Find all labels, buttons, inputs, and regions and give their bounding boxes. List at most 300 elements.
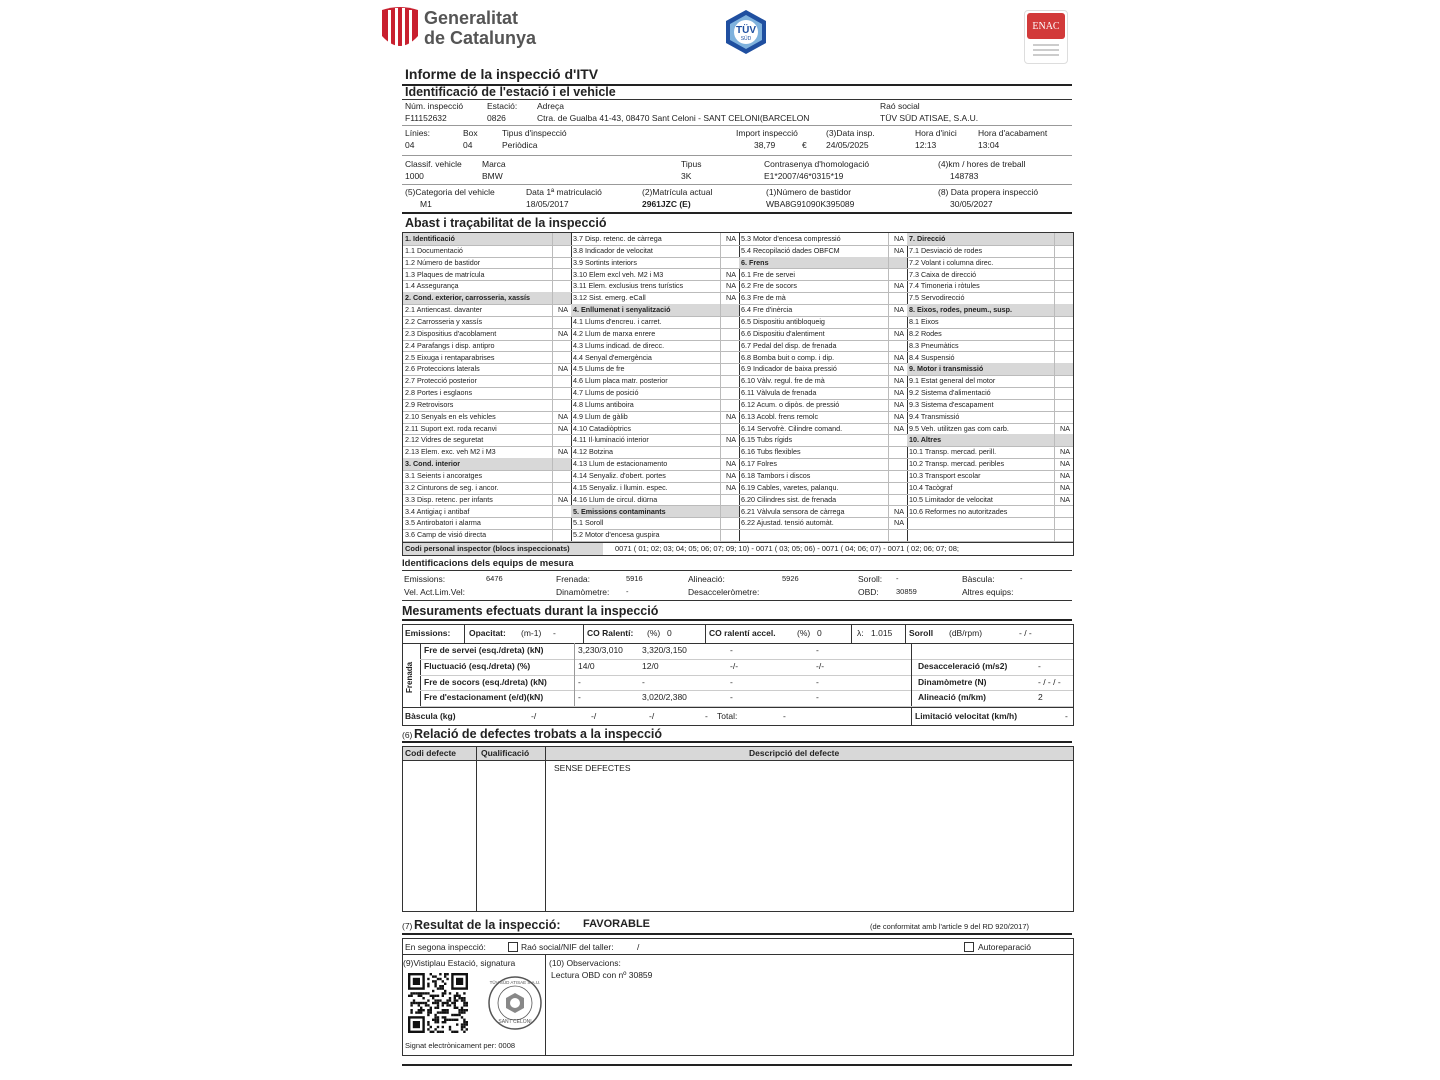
abast-item-label: 6.14 Servofrè. Cilindre comand.: [741, 423, 843, 433]
co-ralenti-unit: (%): [647, 628, 661, 638]
soroll-value: - / -: [1019, 628, 1032, 638]
abast-item-na: NA: [1060, 423, 1070, 433]
abast-item-label: 9.1 Estat general del motor: [909, 376, 996, 386]
meas-v4: -: [816, 645, 819, 655]
meas-row: [420, 643, 1073, 660]
emissions-row: [403, 625, 1073, 644]
abast-item-label: 7.3 Caixa de direcció: [909, 269, 977, 279]
abast-item-label: 7.2 Volant i columna direc.: [909, 257, 994, 267]
km: 148783: [950, 171, 979, 181]
abast-item-label: 6.9 Indicador de baixa pressió: [741, 364, 837, 374]
meas-r-val: - / - / -: [1038, 676, 1061, 687]
abast-item-na: NA: [558, 411, 568, 421]
abast-item-label: 10.2 Transp. mercad. peribles: [909, 459, 1005, 469]
num-inspeccio: F11152632: [405, 113, 447, 123]
abast-item-label: 9.3 Sistema d'escapament: [909, 399, 994, 409]
abast-item-label: 3.5 Antirobatori i alarma: [405, 518, 481, 528]
bascula-v2: -/: [591, 711, 597, 721]
box: 04: [463, 140, 473, 150]
abast-item-label: 6.13 Acobl. frens remolc: [741, 411, 819, 421]
abast-item-label: 2.11 Suport ext. roda recanvi: [405, 423, 497, 433]
abast-item-label: 6. Frens: [741, 257, 769, 267]
abast-item-label: 2.9 Retrovisors: [405, 399, 454, 409]
meas-row: [420, 659, 1073, 676]
itv-report-sheet: [380, 0, 1080, 1080]
abast-item-label: 3.9 Sortints interiors: [573, 257, 637, 267]
abast-column: [403, 233, 572, 542]
categoria-label: (5)Categoria del vehicle: [405, 187, 495, 197]
meas-emissions-label: Emissions:: [405, 628, 451, 638]
abast-item-label: 6.6 Dispositiu d'alentiment: [741, 328, 825, 338]
abast-item-label: 2.5 Eixuga i rentaparabrises: [405, 352, 495, 362]
meas-v4: -: [816, 676, 819, 687]
abast-item-label: 6.4 Fre d'inèrcia: [741, 305, 793, 315]
abast-item-label: 2.3 Dispositius d'acoblament: [405, 328, 497, 338]
abast-item-label: 10.6 Reformes no autoritzades: [909, 506, 1008, 516]
abast-item-label: 7. Direcció: [909, 234, 946, 243]
stamp-top-text: TÜV SÜD ATISAE S.A.U.: [489, 980, 541, 985]
abast-item-na: NA: [558, 364, 568, 374]
abast-column: [571, 233, 740, 542]
abast-item-label: 4.3 Llums indicad. de direcc.: [573, 340, 665, 350]
linies-label: Línies:: [405, 128, 431, 138]
marca-label: Marca: [482, 159, 506, 169]
abast-item-na: NA: [558, 447, 568, 457]
meas-r-label: Alineació (m/km): [918, 692, 987, 703]
abast-item-na: NA: [558, 494, 568, 504]
abast-item-na: NA: [894, 245, 904, 255]
abast-item-label: 4.12 Botzina: [573, 447, 613, 457]
abast-item-na: NA: [558, 328, 568, 338]
meas-label: Fre de servei (esq./dreta) (kN): [424, 645, 544, 655]
equips-title: Identificacions dels equips de mesura: [402, 558, 574, 569]
abast-item-label: 4.5 Llums de fre: [573, 364, 625, 374]
segona-label: En segona inspecció:: [405, 942, 486, 952]
meas-v1: -: [578, 676, 581, 687]
tipus-insp-label: Tipus d'inspecció: [502, 128, 567, 138]
abast-item-label: 7.4 Timoneria i ròtules: [909, 281, 980, 291]
rao: TÜV SÜD ATISAE, S.A.U.: [880, 113, 979, 123]
tipus-label: Tipus: [681, 159, 702, 169]
defectes-col1: Codi defecte: [405, 748, 457, 758]
abast-item-na: NA: [894, 305, 904, 315]
abast-item-na: NA: [726, 281, 736, 291]
abast-column: [907, 233, 1073, 542]
abast-item-label: 6.16 Tubs flexibles: [741, 447, 801, 457]
meas-v2: 3,020/2,380: [642, 692, 687, 703]
abast-item-label: 1.1 Documentació: [405, 245, 463, 255]
equip-soroll: -: [896, 574, 899, 583]
equip-dinamometre-label: Dinamòmetre:: [556, 587, 610, 597]
abast-item-label: 3.4 Antigiaç i antibaf: [405, 506, 470, 516]
abast-table: [402, 232, 1074, 556]
abast-item-label: 5.4 Recopilació dades OBFCM: [741, 245, 840, 255]
report-title: Informe de la inspecció d'ITV: [405, 66, 599, 82]
meas-v4: -: [816, 692, 819, 703]
meas-v1: 14/0: [578, 660, 595, 671]
meas-label: Fluctuació (esq./dreta) (%): [424, 660, 531, 671]
contrasenya-label: Contrasenya d'homologació: [764, 159, 870, 169]
meas-label: Fre de socors (esq./dreta) (kN): [424, 676, 547, 687]
resultat-label: Resultat de la inspecció:: [414, 918, 561, 932]
currency: €: [802, 140, 807, 150]
generalitat-emblem-icon: [380, 6, 420, 52]
meas-label: Fre d'estacionament (e/d)(kN): [424, 692, 544, 703]
equip-frenada-label: Frenada:: [556, 574, 591, 584]
abast-item-label: 6.15 Tubs rígids: [741, 435, 793, 445]
matricula: 2961JZC (E): [642, 199, 691, 209]
bascula-v1: -/: [531, 711, 537, 721]
marca: BMW: [482, 171, 503, 181]
categoria: M1: [420, 199, 432, 209]
soroll-label: Soroll: [909, 628, 934, 638]
abast-item-label: 4.8 Llums antiboira: [573, 399, 634, 409]
abast-item-label: 9.2 Sistema d'alimentació: [909, 388, 991, 398]
equip-bascula-label: Bàscula:: [962, 574, 995, 584]
total-value: -: [783, 711, 786, 721]
abast-item-label: 2.13 Elem. exc. veh M2 i M3: [405, 447, 496, 457]
abast-item-label: 2.6 Proteccions laterals: [405, 364, 480, 374]
abast-item-label: 4.11 Il·luminació interior: [573, 435, 649, 445]
bastidor: WBA8G91090K395089: [766, 199, 855, 209]
codi-personal-row: [403, 542, 1073, 555]
id-section-title: Identificació de l'estació i el vehicle: [405, 85, 616, 99]
abast-item-label: 6.19 Cables, varetes, palanqu.: [741, 482, 839, 492]
co-accel-unit: (%): [797, 628, 811, 638]
tipus-insp: Periòdica: [502, 140, 538, 150]
meas-v3: -: [730, 692, 733, 703]
abast-item-label: 10.1 Transp. mercad. perill.: [909, 447, 997, 457]
codi-personal-label: Codi personal inspector (blocs inspeccionats): [403, 543, 603, 555]
propera: 30/05/2027: [950, 199, 993, 209]
opacitat-label: Opacitat:: [469, 628, 506, 638]
generalitat-line1: Generalitat: [424, 8, 519, 28]
abast-item-label: 2.10 Senyals en els vehicles: [405, 411, 496, 421]
abast-item-label: 2.1 Antiencast. davanter: [405, 305, 483, 315]
meas-v3: -: [730, 645, 733, 655]
tuv-sub: SÜD: [740, 36, 752, 42]
abast-item-label: 8.1 Eixos: [909, 316, 939, 326]
abast-item-label: 10.4 Tacògraf: [909, 482, 953, 492]
mesuraments-title: Mesuraments efectuats durant la inspecció: [402, 604, 659, 618]
defectes-num: (6): [402, 730, 413, 740]
abast-column: [739, 233, 908, 542]
abast-item-label: 4.6 Llum placa matr. posterior: [573, 376, 668, 386]
equip-obd-label: OBD:: [858, 587, 879, 597]
co-accel-label: CO ralentí accel.: [709, 628, 776, 638]
abast-item-label: 3.11 Elem. exclusius trens turístics: [573, 281, 684, 291]
abast-item-label: 6.12 Acum. o dipòs. de pressió: [741, 399, 840, 409]
hora-acab-label: Hora d'acabament: [978, 128, 1048, 138]
abast-item-na: NA: [894, 399, 904, 409]
defectes-col3: Descripció del defecte: [749, 748, 840, 758]
rao-taller-value: /: [637, 942, 640, 952]
abast-item-label: 4.16 Llum de circul. diürna: [573, 494, 658, 504]
abast-item-na: NA: [726, 234, 736, 243]
resultat-value: FAVORABLE: [583, 918, 651, 930]
codi-personal: 0071 ( 01; 02; 03; 04; 05; 06; 07; 09; 10) - 0071 ( 03; 05; 06) - 0071 ( 04; 06; 07) - 0071 ( 02; 06; 07; 08;: [615, 544, 959, 553]
abast-item-label: 7.5 Servodirecció: [909, 293, 965, 303]
rao-label: Raó social: [880, 101, 920, 111]
abast-item-label: 2.7 Protecció posterior: [405, 376, 477, 386]
abast-item-label: 3.12 Sist. emerg. eCall: [573, 293, 646, 303]
abast-item-label: 4.7 Llums de posició: [573, 388, 639, 398]
abast-item-na: NA: [1060, 459, 1070, 469]
meas-v2: -: [642, 676, 645, 687]
abast-item: [739, 529, 907, 542]
abast-item-label: 3.1 Seients i ancoratges: [405, 471, 483, 480]
abast-item-na: NA: [894, 328, 904, 338]
abast-item-label: 9. Motor i transmissió: [909, 364, 984, 374]
abast-item-na: NA: [894, 506, 904, 516]
limitacio-value: -: [1065, 711, 1068, 721]
bastidor-label: (1)Número de bastidor: [766, 187, 852, 197]
abast-item-label: 1.3 Plaques de matrícula: [405, 269, 485, 279]
soroll-unit: (dB/rpm): [949, 628, 983, 638]
data-matric: 18/05/2017: [526, 199, 569, 209]
meas-row: [420, 675, 1073, 692]
abast-item-na: NA: [894, 234, 904, 243]
meas-v1: 3,230/3,010: [578, 645, 623, 655]
abast-item-label: 8.4 Suspensió: [909, 352, 955, 362]
abast-item-label: 3. Cond. interior: [405, 459, 461, 469]
abast-item-na: NA: [894, 388, 904, 398]
abast-item-na: NA: [726, 482, 736, 492]
abast-title: Abast i traçabilitat de la inspecció: [405, 216, 607, 230]
abast-item-na: NA: [894, 352, 904, 362]
resultat-box: [402, 938, 1074, 1056]
rao-taller-label: Raó social/NIF del taller:: [521, 942, 614, 952]
abast-item-label: 4.4 Senyal d'emergència: [573, 352, 652, 362]
abast-item-label: 2.4 Parafangs i disp. antipro: [405, 340, 495, 350]
abast-item-label: 5. Emissions contaminants: [573, 506, 666, 516]
co-ralenti-label: CO Ralentí:: [587, 628, 634, 638]
meas-v4: -/-: [816, 660, 825, 671]
generalitat-logo: [380, 6, 550, 54]
abast-item-label: 8.3 Pneumàtics: [909, 340, 959, 350]
propera-label: (8) Data propera inspecció: [938, 187, 1039, 197]
abast-item-label: 1.2 Número de bastidor: [405, 257, 481, 267]
abast-item-label: 5.1 Soroll: [573, 518, 604, 528]
data-insp: 24/05/2025: [826, 140, 869, 150]
lambda-value: 1.015: [871, 628, 893, 638]
abast-item-label: 6.10 Vàlv. regul. fre de mà: [741, 376, 825, 386]
meas-v3: -/-: [730, 660, 739, 671]
abast-item-label: 6.5 Dispositiu antibloqueig: [741, 316, 825, 326]
meas-v3: -: [730, 676, 733, 687]
abast-item-label: 5.3 Motor d'encesa compressió: [741, 234, 841, 243]
stamp-bottom-text: SANT CELONI: [498, 1019, 532, 1025]
box-label: Box: [463, 128, 478, 138]
abast-item-na: NA: [1060, 447, 1070, 457]
bascula-v3: -/: [649, 711, 655, 721]
abast-item-na: NA: [894, 281, 904, 291]
abast-item-na: NA: [558, 423, 568, 433]
qr-code-icon: [408, 973, 468, 1033]
matricula-label: (2)Matrícula actual: [642, 187, 713, 197]
equip-bascula: -: [1020, 574, 1023, 583]
abast-item-label: 7.1 Desviació de rodes: [909, 245, 983, 255]
abast-item-label: 2. Cond. exterior, carrosseria, xassís: [405, 293, 531, 303]
abast-item-label: 10.5 Limitador de velocitat: [909, 494, 993, 504]
equip-dinamometre: -: [626, 587, 629, 596]
abast-item-na: NA: [894, 364, 904, 374]
data-matric-label: Data 1ª matriculació: [526, 187, 602, 197]
hora-inici-label: Hora d'inici: [915, 128, 957, 138]
abast-item-na: NA: [894, 411, 904, 421]
opacitat-unit: (m-1): [521, 628, 542, 638]
abast-item-label: 2.8 Portes i esglaons: [405, 388, 473, 398]
classif-label: Classif. vehicle: [405, 159, 462, 169]
abast-item-label: 1.4 Assegurança: [405, 281, 459, 291]
equip-obd: 30859: [896, 587, 917, 596]
hora-inici: 12:13: [915, 140, 937, 150]
abast-item-na: NA: [894, 376, 904, 386]
abast-item-label: 4. Enllumenat i senyalització: [573, 305, 671, 315]
hora-acab: 13:04: [978, 140, 1000, 150]
autoreparacio-label: Autoreparació: [978, 942, 1031, 952]
limitacio-label: Limitació velocitat (km/h): [915, 711, 1018, 721]
abast-item-label: 4.14 Senyaliz. d'obert. portes: [573, 471, 666, 480]
observ-value: Lectura OBD con nº 30859: [551, 970, 653, 980]
meas-rows: [420, 643, 1073, 706]
abast-item-na: NA: [726, 269, 736, 279]
observ-label: (10) Observacions:: [549, 958, 621, 968]
abast-item-label: 2.2 Carrosseria y xassís: [405, 316, 483, 326]
tuv-label: TÜV: [736, 25, 756, 36]
abast-item-label: 2.12 Vidres de seguretat: [405, 435, 484, 445]
enac-label: ENAC: [1032, 21, 1060, 32]
autoreparacio-checkbox[interactable]: [964, 942, 974, 952]
abast-item-label: 4.2 Llum de marxa enrere: [573, 328, 656, 338]
linies: 04: [405, 140, 415, 150]
abast-item-na: NA: [726, 471, 736, 480]
enac-logo: [1024, 10, 1068, 64]
abast-item-label: 6.1 Fre de servei: [741, 269, 795, 279]
classif: 1000: [405, 171, 424, 181]
adreca: Ctra. de Gualba 41-43, 08470 Sant Celoni - SANT CELONI(BARCELON: [537, 113, 810, 123]
estacio-label: Estació:: [487, 101, 518, 111]
adreca-label: Adreça: [537, 101, 564, 111]
abast-item-label: 3.3 Disp. retenc. per infants: [405, 494, 493, 504]
equip-alineacio-label: Alineació:: [688, 574, 725, 584]
abast-item-na: NA: [726, 435, 736, 445]
tuv-logo: [722, 8, 770, 56]
mesuraments-box: [402, 624, 1074, 726]
abast-grid: [403, 233, 1073, 543]
defectes-desc: SENSE DEFECTES: [554, 763, 631, 773]
abast-item-label: 10.3 Transport escolar: [909, 471, 981, 480]
abast-item-label: 6.22 Ajustad. tensió automàt.: [741, 518, 834, 528]
abast-item-label: 6.17 Folres: [741, 459, 777, 469]
abast-item: [571, 529, 739, 542]
equip-emissions: 6476: [486, 574, 503, 583]
abast-item-label: 3.8 Indicador de velocitat: [573, 245, 653, 255]
equip-frenada: 5916: [626, 574, 643, 583]
total-label: Total:: [717, 711, 738, 721]
abast-item-label: 6.7 Pedal del disp. de frenada: [741, 340, 837, 350]
abast-item-label: 6.8 Bomba buit o comp. i dip.: [741, 352, 835, 362]
meas-v1: -: [578, 692, 581, 703]
station-stamp: [487, 973, 543, 1033]
abast-item-label: 6.20 Cilindres sist. de frenada: [741, 494, 837, 504]
resultat-note: (de conformitat amb l'article 9 del RD 920/2017): [870, 922, 1030, 931]
abast-item-na: NA: [726, 411, 736, 421]
data-insp-label: (3)Data insp.: [826, 128, 875, 138]
meas-v2: 3,320/3,150: [642, 645, 687, 655]
km-label: (4)km / hores de treball: [938, 159, 1026, 169]
abast-item-na: NA: [894, 423, 904, 433]
import-value: 38,79: [754, 140, 776, 150]
abast-item-label: 10. Altres: [909, 435, 942, 445]
abast-item-label: 5.2 Motor d'encesa guspira: [573, 530, 660, 540]
equip-emissions-label: Emissions:: [404, 574, 446, 584]
abast-item-label: 6.21 Vàlvula sensora de càrrega: [741, 506, 845, 516]
defectes-table: [402, 746, 1074, 912]
segona-checkbox[interactable]: [508, 942, 518, 952]
meas-r-label: Desacceleració (m/s2): [918, 660, 1008, 671]
abast-item-na: NA: [726, 459, 736, 469]
abast-item-label: 4.13 Llum de estacionamento: [573, 459, 668, 469]
vistiplau-label: (9)Vistiplau Estació, signatura: [403, 958, 516, 968]
abast-item-label: 1. Identificació: [405, 234, 455, 243]
lambda-label: λ:: [857, 628, 864, 638]
resultat-num: (7): [402, 921, 413, 931]
equip-altres-label: Altres equips:: [962, 587, 1014, 597]
abast-item-label: 6.3 Fre de mà: [741, 293, 786, 303]
bascula-row: [403, 707, 1073, 725]
abast-item-label: 8.2 Rodes: [909, 328, 942, 338]
abast-item: [907, 529, 1073, 542]
abast-item-na: NA: [1060, 494, 1070, 504]
co-ralenti-value: 0: [667, 628, 672, 638]
equip-soroll-label: Soroll:: [858, 574, 883, 584]
import-label: Import inspecció: [736, 128, 798, 138]
abast-item-na: NA: [1060, 471, 1070, 480]
abast-item-label: 6.18 Tambors i discos: [741, 471, 811, 480]
meas-r-val: -: [1038, 660, 1041, 671]
equip-vel-label: Vel. Act.Lim.Vel:: [404, 587, 465, 597]
abast-item-na: NA: [1060, 482, 1070, 492]
abast-item-label: 4.10 Catadiòptrics: [573, 423, 631, 433]
abast-item-label: 6.11 Vàlvula de frenada: [741, 388, 817, 398]
abast-item-label: 4.15 Senyaliz. i llumin. espec.: [573, 482, 668, 492]
abast-item: [403, 529, 571, 542]
abast-item-label: 8. Eixos, rodes, pneum., susp.: [909, 305, 1013, 315]
estacio: 0826: [487, 113, 506, 123]
bascula-label: Bàscula (kg): [405, 711, 456, 721]
abast-item-na: NA: [558, 305, 568, 315]
abast-item-label: 6.2 Fre de socors: [741, 281, 797, 291]
co-accel-value: 0: [817, 628, 822, 638]
meas-v2: 12/0: [642, 660, 659, 671]
equip-desacc-label: Desacceleròmetre:: [688, 587, 760, 597]
abast-item-label: 9.5 Veh. utilitzen gas com carb.: [909, 423, 1009, 433]
defectes-col2: Qualificació: [481, 748, 530, 758]
meas-row: [420, 690, 1073, 707]
contrasenya: E1*2007/46*0315*19: [764, 171, 844, 181]
equip-alineacio: 5926: [782, 574, 799, 583]
meas-r-val: 2: [1038, 692, 1043, 703]
defectes-title: Relació de defectes trobats a la inspecció: [414, 727, 663, 741]
frenada-side-label: Frenada: [403, 643, 421, 706]
tipus: 3K: [681, 171, 692, 181]
abast-item-label: 4.1 Llums d'encreu. i carret.: [573, 316, 662, 326]
abast-item-label: 3.6 Camp de visió directa: [405, 530, 487, 540]
generalitat-line2: de Catalunya: [424, 28, 537, 48]
abast-item-na: NA: [894, 518, 904, 528]
abast-item-na: NA: [726, 293, 736, 303]
